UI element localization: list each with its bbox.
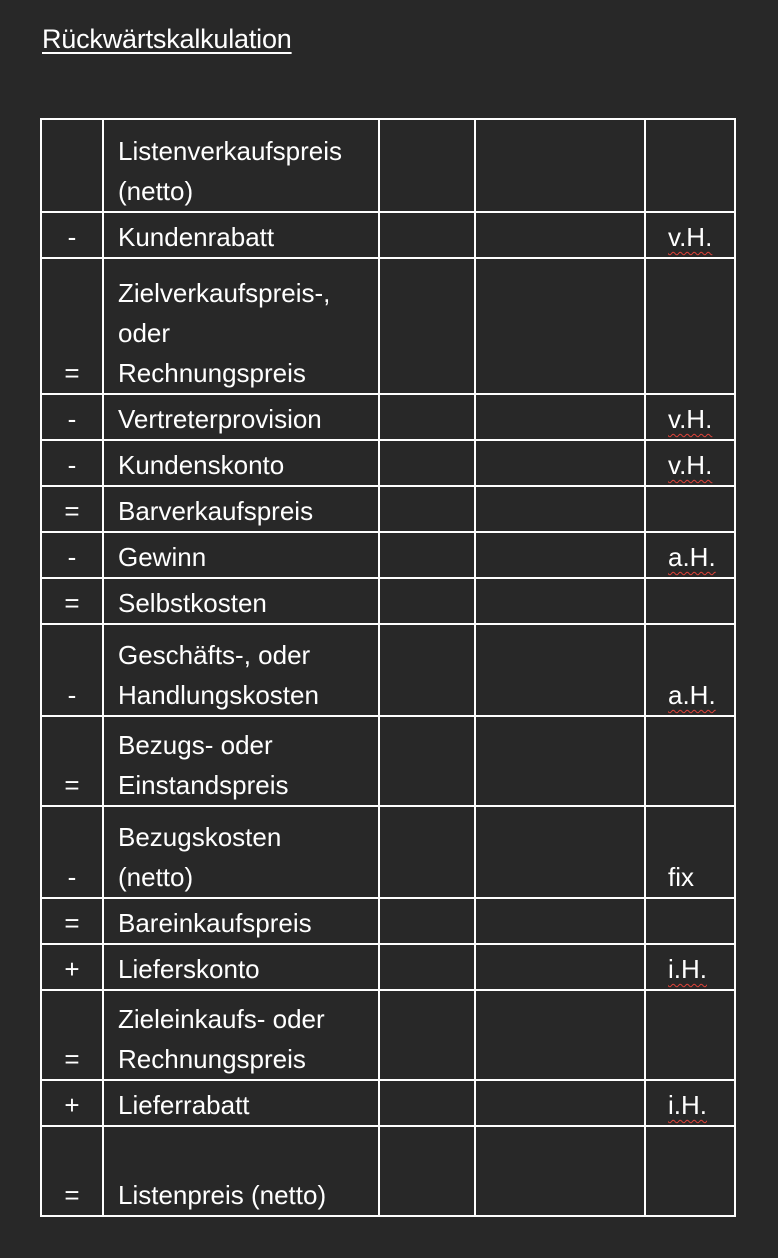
operator-cell[interactable]: = — [41, 578, 103, 624]
unit-cell[interactable] — [645, 1080, 735, 1126]
unit-text: v.H. — [668, 404, 713, 434]
operator-cell[interactable]: = — [41, 486, 103, 532]
position-label-cell[interactable]: Bezugskosten (netto) — [103, 806, 379, 898]
unit-cell[interactable] — [645, 258, 735, 394]
table-row — [41, 944, 735, 990]
amount-cell[interactable] — [379, 394, 475, 440]
operator-cell[interactable]: = — [41, 990, 103, 1080]
table-row — [41, 119, 735, 212]
table-row — [41, 1080, 735, 1126]
unit-cell[interactable] — [645, 119, 735, 212]
amount-cell[interactable] — [379, 944, 475, 990]
amount-cell[interactable] — [379, 1126, 475, 1216]
table-row — [41, 258, 735, 394]
unit-text: i.H. — [668, 954, 707, 984]
value-cell[interactable] — [475, 990, 645, 1080]
position-label-cell[interactable]: Zieleinkaufs- oder Rechnungspreis — [103, 990, 379, 1080]
unit-text: v.H. — [668, 450, 713, 480]
calculation-table-body — [41, 119, 735, 1216]
unit-cell[interactable] — [645, 440, 735, 486]
unit-text: fix — [668, 862, 694, 892]
table-row — [41, 624, 735, 716]
amount-cell[interactable] — [379, 486, 475, 532]
position-label-cell[interactable]: Selbstkosten — [103, 578, 379, 624]
table-row — [41, 898, 735, 944]
table-row — [41, 486, 735, 532]
operator-cell[interactable]: = — [41, 898, 103, 944]
calculation-table — [40, 118, 736, 1217]
position-label-cell[interactable]: Vertreterprovision — [103, 394, 379, 440]
unit-cell[interactable] — [645, 806, 735, 898]
operator-cell[interactable]: - — [41, 532, 103, 578]
amount-cell[interactable] — [379, 578, 475, 624]
operator-cell[interactable]: = — [41, 258, 103, 394]
position-label-cell[interactable]: Kundenskonto — [103, 440, 379, 486]
document-title: Rückwärtskalkulation — [42, 24, 292, 54]
value-cell[interactable] — [475, 1080, 645, 1126]
table-row — [41, 394, 735, 440]
operator-cell[interactable] — [41, 119, 103, 212]
value-cell[interactable] — [475, 486, 645, 532]
table-row — [41, 532, 735, 578]
table-row — [41, 1126, 735, 1216]
value-cell[interactable] — [475, 394, 645, 440]
table-row — [41, 440, 735, 486]
value-cell[interactable] — [475, 944, 645, 990]
value-cell[interactable] — [475, 212, 645, 258]
position-label-cell[interactable]: Bareinkaufspreis — [103, 898, 379, 944]
unit-cell[interactable] — [645, 394, 735, 440]
amount-cell[interactable] — [379, 212, 475, 258]
value-cell[interactable] — [475, 258, 645, 394]
operator-cell[interactable]: - — [41, 212, 103, 258]
unit-cell[interactable] — [645, 898, 735, 944]
amount-cell[interactable] — [379, 716, 475, 806]
operator-cell[interactable]: - — [41, 624, 103, 716]
operator-cell[interactable]: - — [41, 440, 103, 486]
value-cell[interactable] — [475, 440, 645, 486]
table-row — [41, 990, 735, 1080]
value-cell[interactable] — [475, 1126, 645, 1216]
table-row — [41, 578, 735, 624]
position-label-cell[interactable]: Listenverkaufspreis (netto) — [103, 119, 379, 212]
position-label-cell[interactable]: Zielverkaufspreis-, oder Rechnungspreis — [103, 258, 379, 394]
operator-cell[interactable]: + — [41, 944, 103, 990]
operator-cell[interactable]: + — [41, 1080, 103, 1126]
amount-cell[interactable] — [379, 119, 475, 212]
unit-cell[interactable] — [645, 486, 735, 532]
unit-cell[interactable] — [645, 212, 735, 258]
position-label-cell[interactable]: Barverkaufspreis — [103, 486, 379, 532]
amount-cell[interactable] — [379, 898, 475, 944]
value-cell[interactable] — [475, 898, 645, 944]
position-label-cell[interactable]: Kundenrabatt — [103, 212, 379, 258]
amount-cell[interactable] — [379, 1080, 475, 1126]
unit-cell[interactable] — [645, 624, 735, 716]
unit-cell[interactable] — [645, 990, 735, 1080]
amount-cell[interactable] — [379, 806, 475, 898]
operator-cell[interactable]: - — [41, 806, 103, 898]
amount-cell[interactable] — [379, 624, 475, 716]
unit-cell[interactable] — [645, 944, 735, 990]
position-label-cell[interactable]: Lieferskonto — [103, 944, 379, 990]
unit-cell[interactable] — [645, 716, 735, 806]
operator-cell[interactable]: = — [41, 716, 103, 806]
value-cell[interactable] — [475, 716, 645, 806]
amount-cell[interactable] — [379, 532, 475, 578]
value-cell[interactable] — [475, 532, 645, 578]
value-cell[interactable] — [475, 578, 645, 624]
operator-cell[interactable]: = — [41, 1126, 103, 1216]
unit-text: a.H. — [668, 542, 716, 572]
position-label-cell[interactable]: Lieferrabatt — [103, 1080, 379, 1126]
table-row — [41, 806, 735, 898]
operator-cell[interactable]: - — [41, 394, 103, 440]
amount-cell[interactable] — [379, 990, 475, 1080]
value-cell[interactable] — [475, 119, 645, 212]
position-label-cell[interactable]: Bezugs- oder Einstandspreis — [103, 716, 379, 806]
unit-cell[interactable] — [645, 578, 735, 624]
unit-cell[interactable] — [645, 532, 735, 578]
unit-text: v.H. — [668, 222, 713, 252]
amount-cell[interactable] — [379, 440, 475, 486]
position-label-cell[interactable]: Gewinn — [103, 532, 379, 578]
unit-cell[interactable] — [645, 1126, 735, 1216]
value-cell[interactable] — [475, 624, 645, 716]
table-row — [41, 212, 735, 258]
position-label-cell[interactable]: Listenpreis (netto) — [103, 1126, 379, 1216]
unit-text: i.H. — [668, 1090, 707, 1120]
position-label-cell[interactable]: Geschäfts-, oder Handlungskosten — [103, 624, 379, 716]
amount-cell[interactable] — [379, 258, 475, 394]
value-cell[interactable] — [475, 806, 645, 898]
unit-text: a.H. — [668, 680, 716, 710]
table-row — [41, 716, 735, 806]
